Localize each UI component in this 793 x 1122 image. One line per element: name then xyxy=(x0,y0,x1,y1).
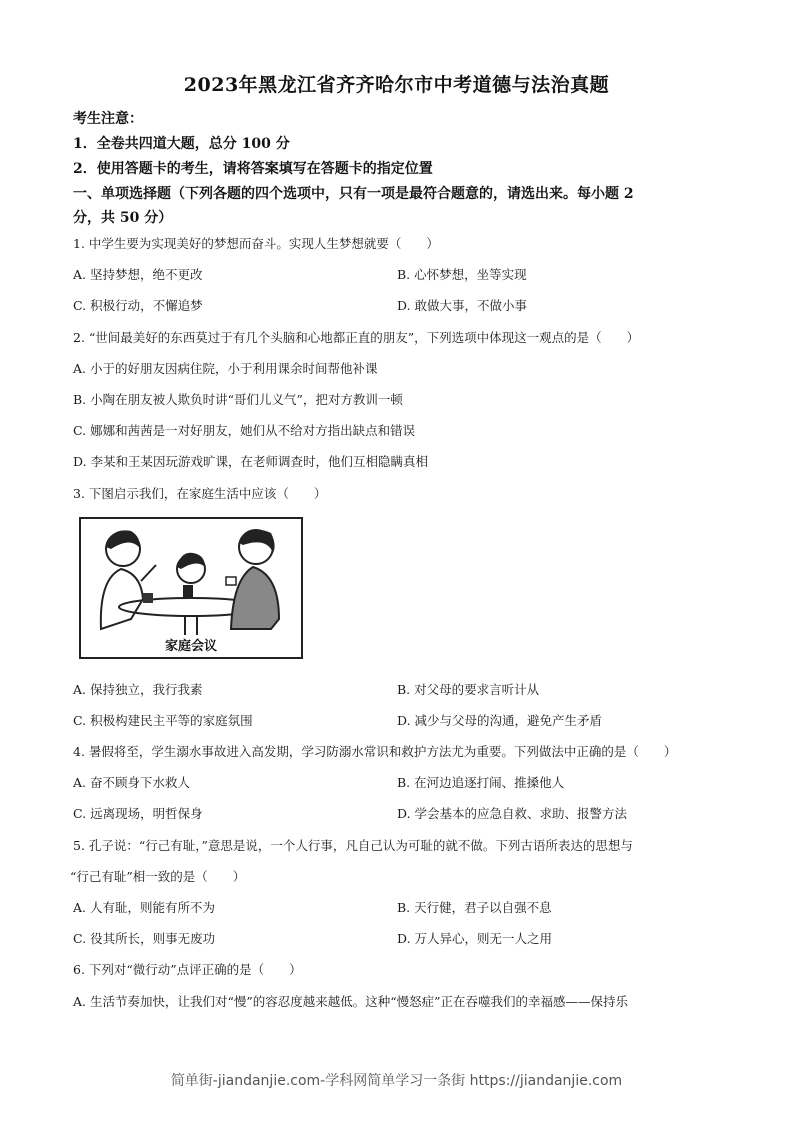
option-c: C. 远离现场，明哲保身 xyxy=(73,806,203,821)
option-a: A. 人有耻，则能有所不为 xyxy=(73,900,215,915)
section-heading-cont: 分，共 50 分） xyxy=(73,210,173,226)
question-stem: 2. “世间最美好的东西莫过于有几个头脑和心地都正直的朋友”，下列选项中体现这一观点的是（ ） xyxy=(73,330,640,345)
option-d: D. 减少与父母的沟通，避免产生矛盾 xyxy=(397,713,603,728)
footer-watermark: 简单街-jiandanjie.com-学科网简单学习一条街 https://jiandanjie.com xyxy=(170,1073,623,1089)
option-c: C. 役其所长，则事无废功 xyxy=(73,931,216,946)
option-d: D. 敢做大事，不做小事 xyxy=(397,298,528,313)
option-b: B. 天行健，君子以自强不息 xyxy=(397,900,552,915)
option-a: A. 小于的好朋友因病住院，小于利用课余时间帮他补课 xyxy=(73,361,378,376)
question-stem-cont: “行己有耻”相一致的是（ ） xyxy=(70,869,246,884)
question-stem: 3. 下图启示我们，在家庭生活中应该（ ） xyxy=(73,486,327,501)
option-a: A. 奋不顾身下水救人 xyxy=(73,775,190,790)
option-b: B. 小陶在朋友被人欺负时讲“哥们儿义气”，把对方教训一顿 xyxy=(73,392,403,407)
option-b: B. 对父母的要求言听计从 xyxy=(397,682,540,697)
option-d: D. 李某和王某因玩游戏旷课，在老师调查时，他们互相隐瞒真相 xyxy=(73,454,429,469)
question-stem: 6. 下列对“微行动”点评正确的是（ ） xyxy=(73,962,302,977)
option-a: A. 生活节奏加快，让我们对“慢”的容忍度越来越低。这种“慢怒症”正在吞噬我们的幸福感——保持乐 xyxy=(73,994,629,1009)
option-c: C. 积极构建民主平等的家庭氛围 xyxy=(73,713,253,728)
illustration-caption: 家庭会议 xyxy=(164,639,217,654)
question-stem: 5. 孔子说：“行己有耻，”意思是说，一个人行事，凡自己认为可耻的就不做。下列古语所表达的思想与 xyxy=(73,838,633,853)
option-a: A. 坚持梦想，绝不更改 xyxy=(73,267,203,282)
notice-item: 1．全卷共四道大题，总分 100 分 xyxy=(73,136,290,152)
page-title: 2023年黑龙江省齐齐哈尔市中考道德与法治真题 xyxy=(183,74,610,96)
option-c: C. 积极行动，不懈追梦 xyxy=(73,298,203,313)
option-d: D. 万人异心，则无一人之用 xyxy=(397,931,553,946)
option-a: A. 保持独立，我行我素 xyxy=(73,682,203,697)
section-heading: 一、单项选择题（下列各题的四个选项中，只有一项是最符合题意的，请选出来。每小题 2 xyxy=(73,186,634,202)
option-c: C. 娜娜和茜茜是一对好朋友，她们从不给对方指出缺点和错误 xyxy=(73,423,416,438)
question-stem: 4. 暑假将至，学生溺水事故进入高发期，学习防溺水常识和救护方法尤为重要。下列做法中正确的是（ ） xyxy=(73,744,677,759)
notice-heading: 考生注意： xyxy=(73,111,143,127)
family-meeting-illustration xyxy=(79,517,303,659)
option-b: B. 心怀梦想，坐等实现 xyxy=(397,267,527,282)
option-d: D. 学会基本的应急自救、求助、报警方法 xyxy=(397,806,628,821)
option-b: B. 在河边追逐打闹、推搡他人 xyxy=(397,775,565,790)
question-stem: 1. 中学生要为实现美好的梦想而奋斗。实现人生梦想就要（ ） xyxy=(73,236,439,251)
notice-item: 2．使用答题卡的考生，请将答案填写在答题卡的指定位置 xyxy=(73,161,433,177)
family-meeting-drawing xyxy=(81,519,301,639)
